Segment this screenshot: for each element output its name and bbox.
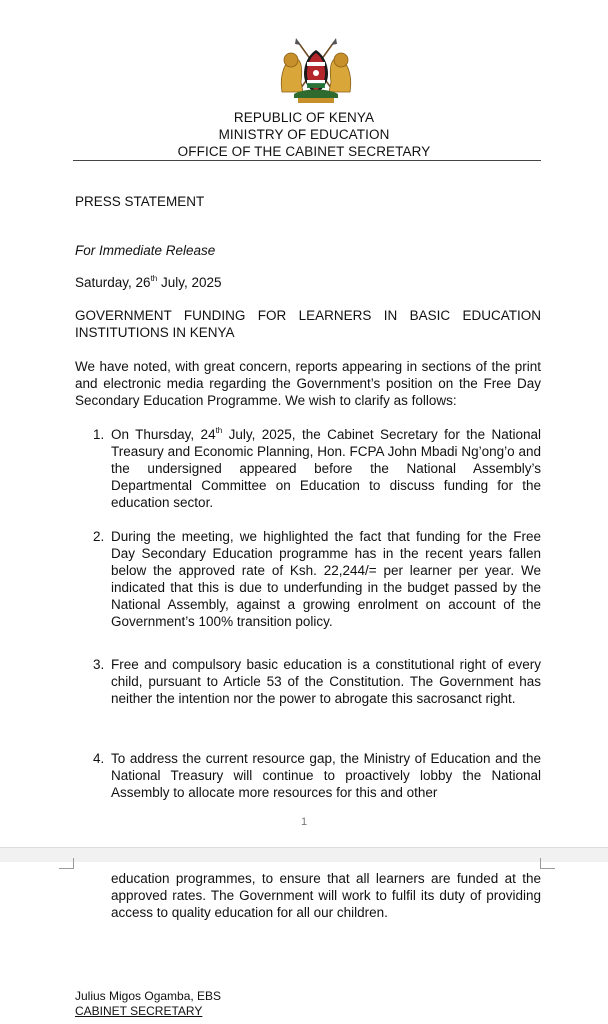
release-note: For Immediate Release — [75, 243, 216, 258]
statement-intro: We have noted, with great concern, reports appearing in sections of the print and electronic media regarding the Government’s position on the Free Day Secondary Education Programme. We wish to clarify as follows: — [75, 359, 541, 408]
list-item-text: Free and compulsory basic education is a constitutional right of every child, pursuant to Article 53 of the Constitution. The Government has neither the intention nor the power to abrogate this sacrosanct right. — [111, 657, 541, 706]
list-item-text-rest: July, 2025, the Cabinet Secretary for the National Treasury and Economic Planning, Hon. FCPA John Mbadi Ng’ong’o and the undersigned appeared before the National Assembly’s Departmental Committee on Education to discuss funding for the education sector. — [111, 427, 541, 510]
list-item-number: 4. — [93, 751, 105, 766]
list-item — [93, 426, 541, 511]
list-item — [93, 656, 541, 707]
letterhead-ministry: MINISTRY OF EDUCATION — [218, 127, 390, 142]
list-item-text — [111, 426, 541, 511]
list-item-number: 1. — [93, 427, 105, 442]
signatory-title: CABINET SECRETARY — [75, 1004, 203, 1018]
signatory-name: Julius Migos Ogamba, EBS — [75, 989, 222, 1003]
margin-corner-mark — [540, 858, 555, 869]
kenya-coat-of-arms-icon — [276, 36, 356, 104]
list-item — [93, 528, 541, 630]
list-item-text-pre: On Thursday, 24 — [111, 427, 216, 442]
list-item-number: 3. — [93, 657, 105, 672]
page-break — [0, 847, 608, 862]
list-item-text: During the meeting, we highlighted the fact that funding for the Free Day Secondary Education programme has in the recent years fallen below the approved rate of Ksh. 22,244/= per learner per year. We indicated that this is due to underfunding in the budget passed by the National Assembly, against a growing enrolment on account of the Government’s 100% transition policy. — [111, 529, 541, 629]
statement-title: GOVERNMENT FUNDING FOR LEARNERS IN BASIC EDUCATION INSTITUTIONS IN KENYA — [75, 308, 541, 340]
list-item-number: 2. — [93, 529, 105, 544]
list-item-ordinal: th — [215, 426, 223, 435]
letterhead-divider — [73, 160, 541, 161]
letterhead-office: OFFICE OF THE CABINET SECRETARY — [177, 144, 431, 159]
list-item — [93, 750, 541, 801]
date-ordinal: th — [150, 274, 158, 283]
date-rest: July, 2025 — [157, 275, 222, 290]
page-number: 1 — [300, 816, 308, 828]
margin-corner-mark — [59, 858, 74, 869]
date-prefix: Saturday, 26 — [75, 275, 151, 290]
press-statement-heading: PRESS STATEMENT — [75, 194, 205, 209]
list-item-text: To address the current resource gap, the Ministry of Education and the National Treasury will continue to proactively lobby the National Assembly to allocate more resources for this and other — [111, 751, 541, 800]
statement-date — [75, 274, 222, 291]
continued-paragraph: education programmes, to ensure that all learners are funded at the approved rates. The Government will work to fulfil its duty of providing access to quality education for all our children. — [111, 871, 541, 920]
letterhead-republic: REPUBLIC OF KENYA — [233, 110, 375, 125]
